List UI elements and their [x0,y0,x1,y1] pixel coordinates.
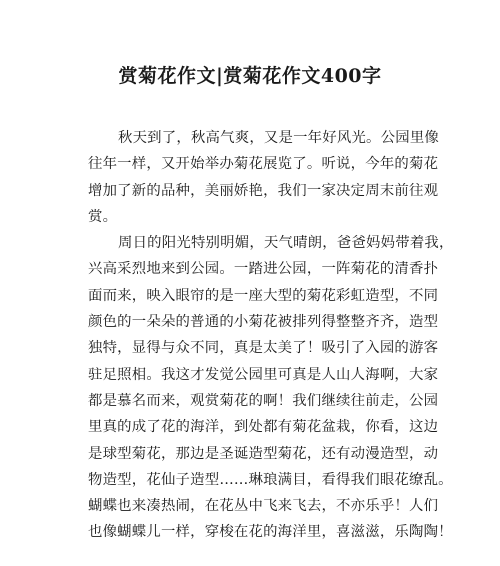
paragraph-2-line-5: 独特，显得与众不同，真是太美了！吸引了入园的游客 [88,340,439,357]
paragraph-1-line-3: 增加了新的品种，美丽娇艳，我们一家决定周末前往观 [88,182,439,199]
paragraph-2-line-9: 是球型菊花，那边是圣诞造型菊花，还有动漫造型，动 [88,445,439,462]
paragraph-2-line-6: 驻足照相。我这才发觉公园里可真是人山人海啊，大家 [88,366,439,383]
paragraph-2-line-10: 物造型，花仙子造型……琳琅满目，看得我们眼花缭乱。 [88,471,453,488]
paragraph-1-line-1: 秋天到了，秋高气爽，又是一年好风光。公园里像 [118,130,439,146]
paragraph-2-line-7: 都是慕名而来，观赏菊花的啊！我们继续往前走，公园 [88,392,439,409]
paragraph-2-line-8: 里真的成了花的海洋，到处都有菊花盆栽，你看，这边 [88,419,439,436]
paragraph-2-line-4: 颜色的一朵朵的普通的小菊花被排列得整整齐齐，造型 [88,314,439,331]
page-title: 赏菊花作文|赏菊花作文400字 [118,65,382,87]
paragraph-2-line-3: 面而来，映入眼帘的是一座大型的菊花彩虹造型，不同 [88,287,439,304]
paragraph-1-line-2: 往年一样，又开始举办菊花展览了。听说，今年的菊花 [88,156,439,173]
paragraph-2-line-2: 兴高采烈地来到公园。一踏进公园，一阵菊花的清香扑 [88,261,439,278]
paragraph-1-line-4: 赏。 [88,208,118,225]
paragraph-2-line-12: 也像蝴蝶儿一样，穿梭在花的海洋里，喜滋滋，乐陶陶！ [88,524,453,541]
article-body [88,125,454,546]
paragraph-2-line-11: 蝴蝶也来凑热闹，在花丛中飞来飞去，不亦乐乎！人们 [88,498,439,515]
paragraph-2-line-1: 周日的阳光特别明媚，天气晴朗，爸爸妈妈带着我， [118,235,454,252]
